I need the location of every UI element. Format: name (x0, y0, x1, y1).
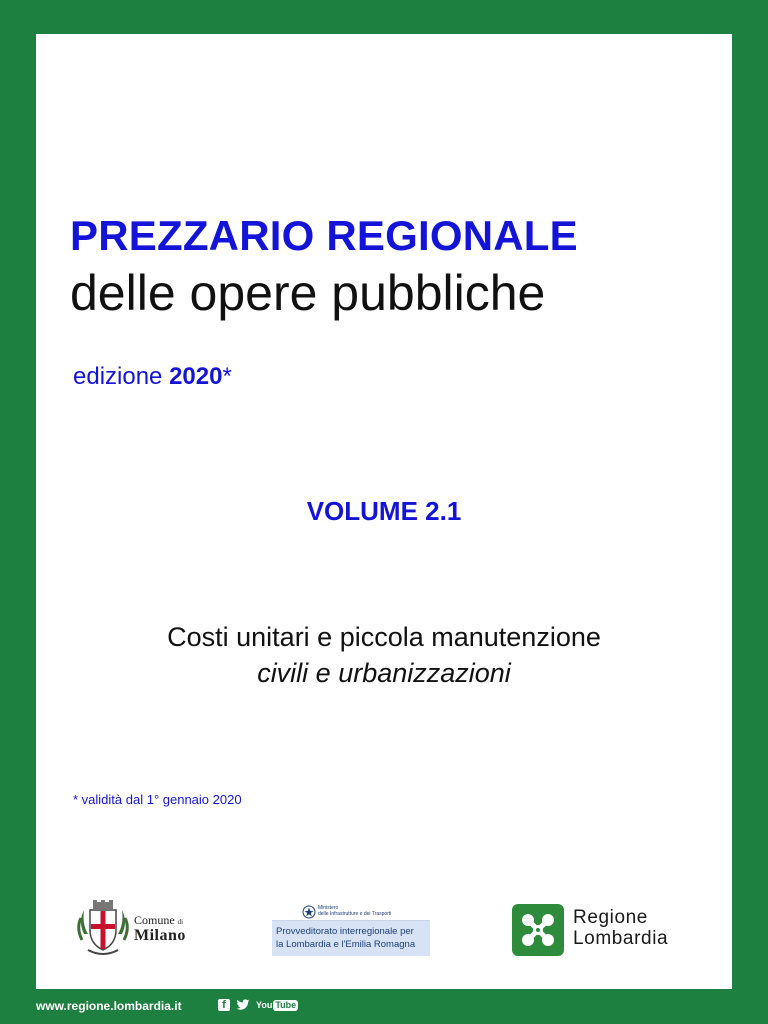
youtube-you: You (256, 1000, 273, 1010)
comune-milano-logo (76, 900, 236, 960)
ministero-line-2: delle Infrastrutture e dei Trasporti (318, 911, 392, 917)
volume-label: VOLUME 2.1 (306, 496, 462, 526)
ministero-header (272, 904, 430, 921)
validity-note: * validità dal 1° gennaio 2020 (73, 792, 242, 807)
youtube-icon[interactable] (256, 1000, 298, 1011)
document-title: PREZZARIO REGIONALE (70, 212, 578, 259)
milano-line-1: Comune (134, 913, 175, 927)
facebook-icon[interactable]: f (218, 999, 230, 1011)
description-line-1: Costi unitari e piccola manutenzione (167, 622, 601, 652)
ministero-line-1: Ministero (318, 905, 339, 911)
social-links (218, 997, 298, 1013)
lombardia-wordmark (573, 907, 668, 949)
edition-asterisk: * (222, 363, 232, 390)
document-subtitle: delle opere pubbliche (70, 265, 546, 321)
regione-lombardia-logo (512, 902, 712, 958)
description-line-2: civili e urbanizzazioni (257, 658, 511, 688)
edition-line (73, 363, 232, 391)
milano-coat-of-arms (76, 900, 130, 958)
edition-year: 2020 (169, 363, 223, 390)
edition-prefix: edizione (73, 363, 170, 390)
provveditorato-logo (272, 904, 430, 956)
youtube-tube: Tube (275, 999, 297, 1010)
website-link[interactable]: www.regione.lombardia.it (36, 999, 182, 1013)
twitter-icon[interactable] (236, 999, 250, 1011)
milano-line-1-small: di (177, 918, 184, 926)
lombardia-line-1: Regione (573, 907, 648, 928)
lombardia-line-2: Lombardia (573, 928, 669, 949)
provveditorato-box (272, 921, 430, 956)
provveditorato-line-2: la Lombardia e l'Emilia Romagna (276, 939, 416, 950)
milano-wordmark (134, 914, 186, 944)
milano-line-2: Milano (134, 927, 186, 944)
cover-page (36, 34, 732, 989)
provveditorato-line-1: Provveditorato interregionale per (276, 926, 414, 937)
lombardia-rose-icon (512, 904, 564, 956)
republic-emblem (302, 905, 316, 919)
